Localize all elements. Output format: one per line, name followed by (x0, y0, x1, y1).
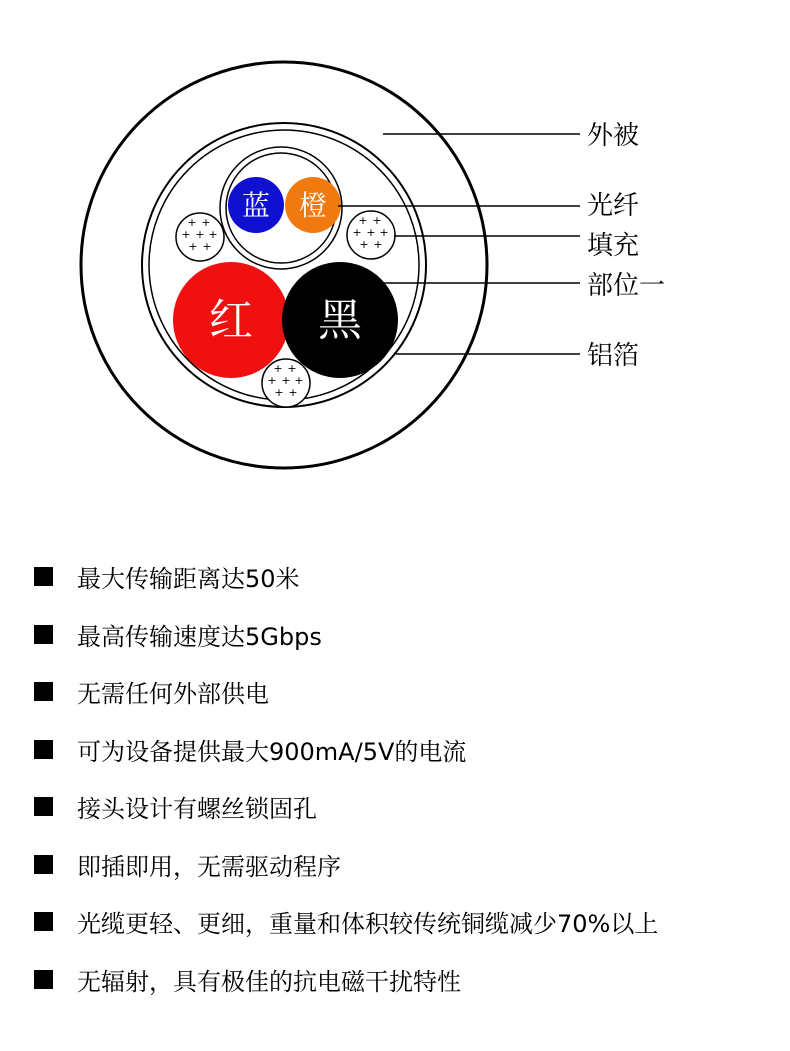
square-bullet-icon (34, 912, 53, 931)
svg-text:+: + (287, 362, 297, 375)
svg-text:+: + (267, 374, 277, 387)
jacket-label: 外被 (587, 121, 640, 151)
svg-text:+: + (202, 240, 212, 253)
svg-text:+: + (208, 228, 218, 241)
feature-text: 最大传输距离达50米 (77, 565, 300, 594)
filler-label: 填充 (587, 231, 640, 261)
foil-label: 铝箔 (587, 341, 640, 371)
square-bullet-icon (34, 682, 53, 701)
part-label: 部位一 (587, 271, 666, 301)
feature-item (34, 778, 658, 836)
filler-bottom (262, 359, 310, 407)
feature-text: 可为设备提供最大900mA/5V的电流 (77, 737, 467, 766)
square-bullet-icon (34, 567, 53, 586)
svg-text:+: + (288, 386, 298, 399)
svg-text:+: + (359, 238, 369, 251)
feature-item (34, 721, 658, 779)
square-bullet-icon (34, 740, 53, 759)
filler-right (347, 211, 395, 259)
feature-text: 接头设计有螺丝锁固孔 (77, 795, 317, 824)
svg-text:+: + (274, 386, 284, 399)
feature-item (34, 951, 658, 1009)
svg-text:+: + (366, 226, 376, 239)
svg-text:+: + (372, 214, 382, 227)
svg-text:+: + (352, 226, 362, 239)
square-bullet-icon (34, 855, 53, 874)
svg-text:+: + (358, 214, 368, 227)
svg-text:+: + (373, 238, 383, 251)
cable-cross-section-diagram (0, 0, 790, 520)
feature-item (34, 663, 658, 721)
feature-item (34, 893, 658, 951)
blue-core-label: 蓝 (241, 189, 271, 222)
red-core-label: 红 (209, 295, 253, 346)
square-bullet-icon (34, 970, 53, 989)
feature-item (34, 606, 658, 664)
svg-text:+: + (281, 374, 291, 387)
square-bullet-icon (34, 625, 53, 644)
feature-text: 最高传输速度达5Gbps (77, 622, 322, 651)
svg-text:+: + (195, 228, 205, 241)
feature-text: 光缆更轻、更细，重量和体积较传统铜缆减少70%以上 (77, 910, 659, 939)
svg-text:+: + (294, 374, 304, 387)
feature-text: 无辐射，具有极佳的抗电磁干扰特性 (77, 967, 461, 996)
filler-left (176, 213, 224, 261)
black-core-label: 黑 (318, 295, 362, 346)
feature-text: 无需任何外部供电 (77, 680, 269, 709)
feature-item (34, 548, 658, 606)
fiber-label: 光纤 (587, 191, 640, 221)
feature-item (34, 836, 658, 894)
feature-text: 即插即用，无需驱动程序 (77, 852, 341, 881)
square-bullet-icon (34, 797, 53, 816)
orange-core-label: 橙 (298, 189, 328, 222)
svg-text:+: + (201, 216, 211, 229)
svg-text:+: + (188, 240, 198, 253)
feature-list (34, 548, 658, 1008)
svg-text:+: + (379, 226, 389, 239)
svg-text:+: + (273, 362, 283, 375)
svg-text:+: + (187, 216, 197, 229)
svg-text:+: + (181, 228, 191, 241)
